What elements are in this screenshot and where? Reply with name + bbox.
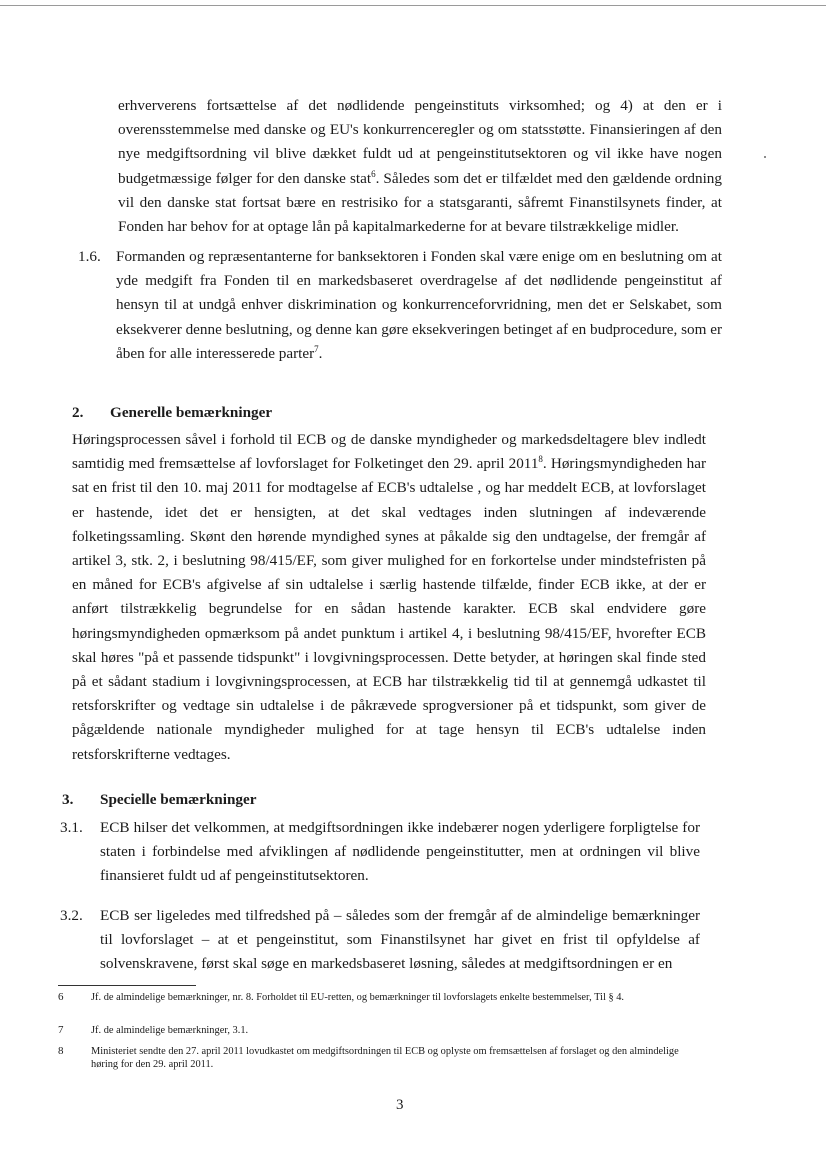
- section-2-paragraph: [72, 428, 706, 767]
- item-1-6-body: Formanden og repræsentanterne for banksektoren i Fonden skal være enige om en beslutning om at yde medgift fra Fonden til en markedsbaseret overdragelse af det nødlidende pengeinstitut af hensyn til at undgå enhver diskrimination og konkurrenceforvridning, men det er Selskabet, som eksekverer denne beslutning, og denne kan gøre eksekveringen betinget af en budprocedure, som er åben for alle interesserede parter: [116, 248, 723, 362]
- page-number: 3: [396, 1097, 404, 1113]
- section1-continuation-paragraph: [118, 94, 722, 239]
- section-number: 3.: [62, 791, 74, 808]
- section-2-heading: [72, 404, 272, 422]
- footnote-number: 7: [58, 1024, 64, 1036]
- item-text: ECB hilser det velkommen, at medgiftsordningen ikke indebærer nogen yderligere forpligtelse for staten i forbindelse med afviklingen af nødlidende pengeinstitutter, men at ordningen vil blive finansieret fuldt ud af pengeinstitutsektoren.: [100, 819, 700, 885]
- section-title: Generelle bemærkninger: [110, 404, 273, 421]
- footnote-text: Jf. de almindelige bemærkninger, nr. 8. Forholdet til EU-retten, og bemærkninger til lovforslagets enkelte bestemmelser, Til § 4.: [91, 992, 625, 1003]
- footnote-text: Jf. de almindelige bemærkninger, 3.1.: [91, 1025, 249, 1036]
- continuation-text: erhververens fortsættelse af det nødlidende pengeinstituts virksomhed; og 4) at den er i overensstemmelse med danske og EU's konkurrenceregler og om statsstøtte. Finansieringen af den nye medgiftsordning vil blive dækket fuldt ud at pengeinstitutsektoren og vil ikke have nogen budgetmæssige følger for den danske stat: [118, 97, 722, 187]
- item-number: 3.2.: [60, 907, 83, 924]
- continuation-tail: . Således som det er tilfældet med den gældende ordning vil den danske stat fortsat bære en restrisiko for a statsgaranti, såfremt Finanstilsynets finder, at Fonden har behov for at optage lån på kapitalmarkederne for at bevare tilstrækkelige midler.: [118, 169, 722, 236]
- section-number: 2.: [72, 404, 84, 421]
- footnote-number: 8: [58, 1045, 64, 1057]
- item-text: [116, 245, 722, 366]
- section-3-heading: [62, 791, 257, 809]
- item-1-6-tail: .: [318, 344, 323, 362]
- item-number: 3.1.: [60, 819, 83, 836]
- footnote-number: 6: [58, 991, 64, 1003]
- section-title: Specielle bemærkninger: [100, 791, 257, 808]
- section-2-text-a: Høringsprocessen såvel i forhold til ECB og de danske myndigheder og markedsdeltagere blev indledt samtidig med fremsættelse af lovforslaget for Folketinget den 29. april 2011: [72, 431, 706, 473]
- item-number: 1.6.: [78, 248, 101, 265]
- footnote-text: Ministeriet sendte den 27. april 2011 lovudkastet om medgiftsordningen til ECB og oplyste om fremsættelsen af forslaget og den almindelige høring for den 29. april 2011.: [91, 1046, 679, 1070]
- footnote-ref-8[interactable]: 8: [538, 454, 543, 465]
- footnote-separator: [58, 985, 196, 986]
- footnote-ref-7[interactable]: 7: [314, 343, 319, 354]
- footnote-ref-6[interactable]: 6: [371, 168, 376, 179]
- item-text: ECB ser ligeledes med tilfredshed på – således som der fremgår af de almindelige bemærkninger til lovforslaget – at et pengeinstitut, som Finanstilsynet har givet en frist til opfyldelse af solvenskravene, først skal søge en markedsbaseret løsning, således at medgiftsordningen er en: [100, 907, 700, 973]
- section-2-text-b: . Høringsmyndigheden har sat en frist til den 10. maj 2011 for modtagelse af ECB's udtalelse , og har meddelt ECB, at lovforslaget er hastende, idet det er hensigten, at det skal vedtages inden slutningen af indeværende folketingssamling. Skønt den hørende myndighed synes at påkalde sig den undtagelse, der fremgår af artikel 3, stk. 2, i beslutning 98/415/EF, som giver mulighed for en forkortelse under mindstefristen på en måned for ECB's afgivelse af sin udtalelse i særlig hastende tilfælde, finder ECB ikke, at der er anført tilstrækkelig begrundelse for en sådan hastende karakter. ECB skal endvidere gøre høringsmyndigheden opmærksom på andet punktum i artikel 4, i beslutning 98/415/EF, hvorefter ECB skal høres "på et passende tidspunkt" i lovgivningsprocessen. Dette betyder, at høringen skal finde sted på et sådant stadium i lovgivningsprocessen, at ECB har tilstrækkelig tid til at gennemgå udkastet til retsforskrifter og vedtage sin udtalelse i de påkrævede sprogversioner på et tidspunkt, som giver de pågældende nationale myndigheder mulighed for at tage hensyn til ECB's udtalelse inden retsforskrifterne vedtages.: [72, 455, 706, 763]
